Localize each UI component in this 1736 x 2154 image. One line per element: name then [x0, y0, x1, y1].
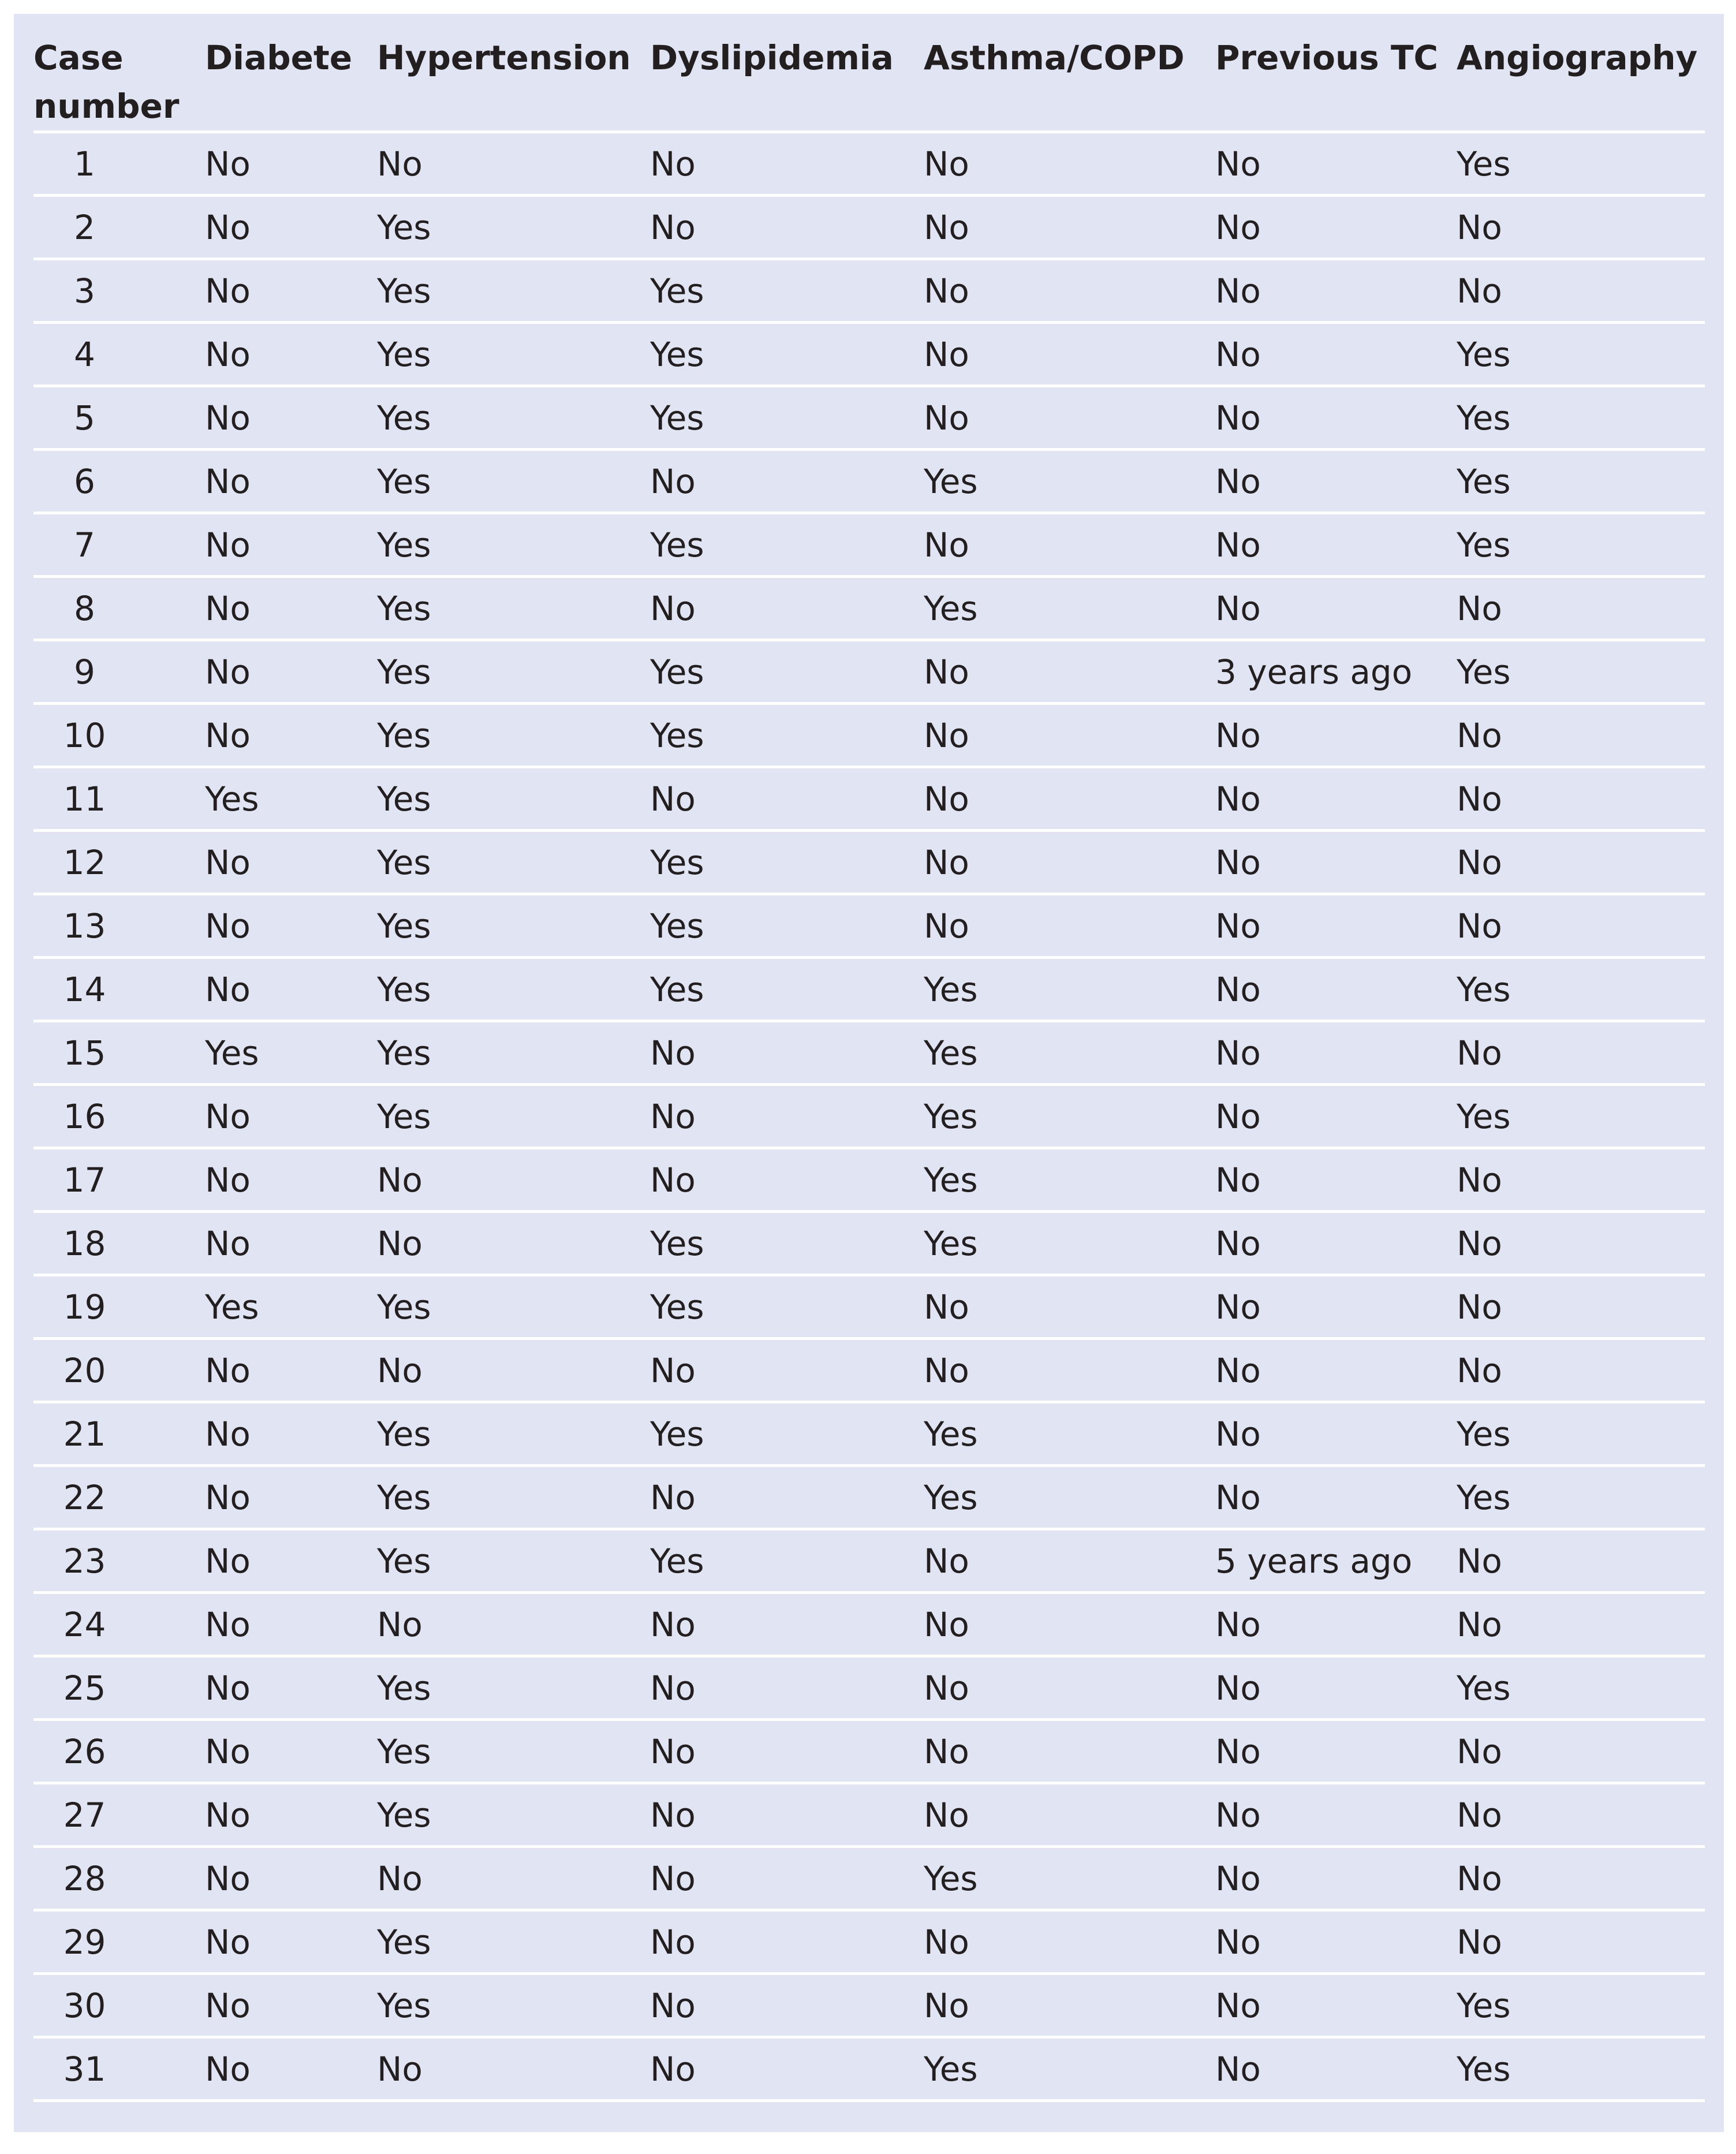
table-body: [33, 132, 1705, 2101]
previous-tc-cell: No: [1215, 1212, 1457, 1275]
table-row: [33, 958, 1705, 1021]
table-row: [33, 450, 1705, 513]
header-text: Asthma/COPD: [924, 38, 1185, 77]
dyslipidemia-cell: No: [650, 1021, 924, 1085]
diabete-cell: No: [205, 1085, 377, 1148]
case-number-cell: 4: [33, 323, 205, 386]
header-angiography: [1457, 24, 1705, 132]
asthma-copd-cell: No: [924, 640, 1215, 704]
header-text: Angiography: [1457, 38, 1698, 77]
hypertension-cell: Yes: [377, 831, 650, 894]
diabete-cell: No: [205, 513, 377, 577]
hypertension-cell: Yes: [377, 1720, 650, 1783]
case-number-cell: 13: [33, 894, 205, 958]
dyslipidemia-cell: No: [650, 1466, 924, 1529]
angiography-cell: Yes: [1457, 1402, 1705, 1466]
angiography-cell: Yes: [1457, 513, 1705, 577]
clinical-data-table: [33, 24, 1705, 2102]
asthma-copd-cell: No: [924, 831, 1215, 894]
case-number-cell: 11: [33, 767, 205, 831]
angiography-cell: Yes: [1457, 132, 1705, 196]
hypertension-cell: Yes: [377, 196, 650, 259]
case-number-cell: 23: [33, 1529, 205, 1593]
diabete-cell: No: [205, 1466, 377, 1529]
diabete-cell: No: [205, 704, 377, 767]
hypertension-cell: Yes: [377, 450, 650, 513]
dyslipidemia-cell: Yes: [650, 1212, 924, 1275]
dyslipidemia-cell: Yes: [650, 831, 924, 894]
previous-tc-cell: No: [1215, 132, 1457, 196]
asthma-copd-cell: No: [924, 1783, 1215, 1847]
diabete-cell: No: [205, 577, 377, 640]
case-number-cell: 17: [33, 1148, 205, 1212]
angiography-cell: Yes: [1457, 1466, 1705, 1529]
angiography-cell: No: [1457, 1847, 1705, 1910]
angiography-cell: Yes: [1457, 958, 1705, 1021]
asthma-copd-cell: No: [924, 894, 1215, 958]
hypertension-cell: Yes: [377, 513, 650, 577]
diabete-cell: No: [205, 259, 377, 323]
table-row: [33, 704, 1705, 767]
diabete-cell: Yes: [205, 767, 377, 831]
case-number-cell: 2: [33, 196, 205, 259]
previous-tc-cell: No: [1215, 1720, 1457, 1783]
table-row: [33, 1339, 1705, 1402]
header-diabete: [205, 24, 377, 132]
hypertension-cell: Yes: [377, 1466, 650, 1529]
table-row: [33, 1593, 1705, 1656]
dyslipidemia-cell: Yes: [650, 513, 924, 577]
previous-tc-cell: No: [1215, 1656, 1457, 1720]
dyslipidemia-cell: Yes: [650, 1402, 924, 1466]
diabete-cell: No: [205, 1910, 377, 1974]
previous-tc-cell: No: [1215, 1402, 1457, 1466]
previous-tc-cell: No: [1215, 704, 1457, 767]
previous-tc-cell: No: [1215, 1847, 1457, 1910]
table-panel: [14, 14, 1724, 2132]
header-previous-tc: [1215, 24, 1457, 132]
table-row: [33, 1529, 1705, 1593]
dyslipidemia-cell: No: [650, 132, 924, 196]
dyslipidemia-cell: Yes: [650, 323, 924, 386]
hypertension-cell: Yes: [377, 577, 650, 640]
table-row: [33, 1021, 1705, 1085]
dyslipidemia-cell: Yes: [650, 259, 924, 323]
hypertension-cell: No: [377, 1339, 650, 1402]
table-row: [33, 577, 1705, 640]
angiography-cell: No: [1457, 196, 1705, 259]
hypertension-cell: No: [377, 132, 650, 196]
asthma-copd-cell: No: [924, 1275, 1215, 1339]
asthma-copd-cell: No: [924, 1974, 1215, 2037]
previous-tc-cell: No: [1215, 577, 1457, 640]
previous-tc-cell: No: [1215, 1974, 1457, 2037]
case-number-cell: 16: [33, 1085, 205, 1148]
hypertension-cell: Yes: [377, 1783, 650, 1847]
diabete-cell: Yes: [205, 1021, 377, 1085]
dyslipidemia-cell: No: [650, 1593, 924, 1656]
angiography-cell: No: [1457, 577, 1705, 640]
asthma-copd-cell: No: [924, 1720, 1215, 1783]
previous-tc-cell: No: [1215, 1339, 1457, 1402]
table-row: [33, 1656, 1705, 1720]
hypertension-cell: Yes: [377, 894, 650, 958]
dyslipidemia-cell: No: [650, 450, 924, 513]
diabete-cell: No: [205, 1720, 377, 1783]
diabete-cell: No: [205, 1212, 377, 1275]
asthma-copd-cell: No: [924, 1910, 1215, 1974]
case-number-cell: 12: [33, 831, 205, 894]
asthma-copd-cell: Yes: [924, 1466, 1215, 1529]
table-row: [33, 1402, 1705, 1466]
case-number-cell: 5: [33, 386, 205, 450]
angiography-cell: No: [1457, 767, 1705, 831]
dyslipidemia-cell: No: [650, 1974, 924, 2037]
table-row: [33, 1974, 1705, 2037]
hypertension-cell: Yes: [377, 1529, 650, 1593]
case-number-cell: 7: [33, 513, 205, 577]
table-row: [33, 323, 1705, 386]
angiography-cell: No: [1457, 1910, 1705, 1974]
case-number-cell: 31: [33, 2037, 205, 2101]
asthma-copd-cell: No: [924, 259, 1215, 323]
table-row: [33, 767, 1705, 831]
angiography-cell: No: [1457, 831, 1705, 894]
case-number-cell: 6: [33, 450, 205, 513]
diabete-cell: No: [205, 1847, 377, 1910]
angiography-cell: No: [1457, 1720, 1705, 1783]
diabete-cell: No: [205, 640, 377, 704]
diabete-cell: No: [205, 323, 377, 386]
header-dyslipidemia: [650, 24, 924, 132]
table-row: [33, 196, 1705, 259]
angiography-cell: No: [1457, 1339, 1705, 1402]
asthma-copd-cell: No: [924, 1593, 1215, 1656]
case-number-cell: 26: [33, 1720, 205, 1783]
previous-tc-cell: No: [1215, 450, 1457, 513]
header-hypertension: [377, 24, 650, 132]
previous-tc-cell: No: [1215, 1148, 1457, 1212]
angiography-cell: Yes: [1457, 1656, 1705, 1720]
dyslipidemia-cell: Yes: [650, 386, 924, 450]
angiography-cell: Yes: [1457, 323, 1705, 386]
previous-tc-cell: No: [1215, 767, 1457, 831]
case-number-cell: 20: [33, 1339, 205, 1402]
previous-tc-cell: No: [1215, 1275, 1457, 1339]
table-row: [33, 831, 1705, 894]
diabete-cell: No: [205, 1339, 377, 1402]
angiography-cell: Yes: [1457, 1085, 1705, 1148]
hypertension-cell: Yes: [377, 1974, 650, 2037]
case-number-cell: 19: [33, 1275, 205, 1339]
asthma-copd-cell: No: [924, 1339, 1215, 1402]
angiography-cell: Yes: [1457, 640, 1705, 704]
table-row: [33, 1148, 1705, 1212]
asthma-copd-cell: No: [924, 1529, 1215, 1593]
angiography-cell: Yes: [1457, 450, 1705, 513]
diabete-cell: No: [205, 386, 377, 450]
dyslipidemia-cell: Yes: [650, 894, 924, 958]
table-row: [33, 1847, 1705, 1910]
diabete-cell: No: [205, 831, 377, 894]
angiography-cell: No: [1457, 1593, 1705, 1656]
angiography-cell: No: [1457, 1212, 1705, 1275]
header-text: Previous TC: [1215, 38, 1439, 77]
case-number-cell: 18: [33, 1212, 205, 1275]
dyslipidemia-cell: No: [650, 1148, 924, 1212]
dyslipidemia-cell: Yes: [650, 1275, 924, 1339]
dyslipidemia-cell: No: [650, 1085, 924, 1148]
angiography-cell: Yes: [1457, 2037, 1705, 2101]
hypertension-cell: Yes: [377, 1656, 650, 1720]
diabete-cell: No: [205, 1974, 377, 2037]
dyslipidemia-cell: No: [650, 577, 924, 640]
table-row: [33, 640, 1705, 704]
dyslipidemia-cell: No: [650, 1720, 924, 1783]
previous-tc-cell: No: [1215, 386, 1457, 450]
previous-tc-cell: No: [1215, 894, 1457, 958]
angiography-cell: Yes: [1457, 386, 1705, 450]
hypertension-cell: No: [377, 1847, 650, 1910]
dyslipidemia-cell: No: [650, 767, 924, 831]
asthma-copd-cell: Yes: [924, 2037, 1215, 2101]
table-row: [33, 894, 1705, 958]
angiography-cell: No: [1457, 1783, 1705, 1847]
angiography-cell: No: [1457, 259, 1705, 323]
header-row: [33, 24, 1705, 132]
hypertension-cell: Yes: [377, 767, 650, 831]
hypertension-cell: Yes: [377, 640, 650, 704]
header-text: Diabete: [205, 38, 353, 77]
asthma-copd-cell: Yes: [924, 1212, 1215, 1275]
hypertension-cell: Yes: [377, 704, 650, 767]
dyslipidemia-cell: Yes: [650, 958, 924, 1021]
diabete-cell: No: [205, 132, 377, 196]
header-text: Dyslipidemia: [650, 38, 894, 77]
asthma-copd-cell: No: [924, 513, 1215, 577]
header-asthma-copd: [924, 24, 1215, 132]
case-number-cell: 9: [33, 640, 205, 704]
table-row: [33, 2037, 1705, 2101]
dyslipidemia-cell: No: [650, 1847, 924, 1910]
angiography-cell: Yes: [1457, 1974, 1705, 2037]
header-case-number: [33, 24, 205, 132]
asthma-copd-cell: Yes: [924, 1402, 1215, 1466]
asthma-copd-cell: No: [924, 767, 1215, 831]
angiography-cell: No: [1457, 1275, 1705, 1339]
asthma-copd-cell: Yes: [924, 1021, 1215, 1085]
case-number-cell: 15: [33, 1021, 205, 1085]
angiography-cell: No: [1457, 1148, 1705, 1212]
previous-tc-cell: No: [1215, 958, 1457, 1021]
diabete-cell: Yes: [205, 1275, 377, 1339]
previous-tc-cell: No: [1215, 1783, 1457, 1847]
hypertension-cell: No: [377, 1212, 650, 1275]
table-row: [33, 132, 1705, 196]
hypertension-cell: No: [377, 1148, 650, 1212]
hypertension-cell: Yes: [377, 1085, 650, 1148]
previous-tc-cell: No: [1215, 323, 1457, 386]
hypertension-cell: Yes: [377, 1275, 650, 1339]
previous-tc-cell: No: [1215, 196, 1457, 259]
case-number-cell: 22: [33, 1466, 205, 1529]
case-number-cell: 24: [33, 1593, 205, 1656]
dyslipidemia-cell: No: [650, 1910, 924, 1974]
asthma-copd-cell: No: [924, 1656, 1215, 1720]
hypertension-cell: Yes: [377, 1402, 650, 1466]
diabete-cell: No: [205, 450, 377, 513]
asthma-copd-cell: No: [924, 704, 1215, 767]
case-number-cell: 27: [33, 1783, 205, 1847]
hypertension-cell: Yes: [377, 259, 650, 323]
header-text: Case: [33, 38, 124, 77]
dyslipidemia-cell: No: [650, 1783, 924, 1847]
hypertension-cell: Yes: [377, 958, 650, 1021]
asthma-copd-cell: No: [924, 196, 1215, 259]
asthma-copd-cell: Yes: [924, 958, 1215, 1021]
header-text: Hypertension: [377, 38, 631, 77]
angiography-cell: No: [1457, 1021, 1705, 1085]
table-header: [33, 24, 1705, 132]
table-row: [33, 1910, 1705, 1974]
asthma-copd-cell: Yes: [924, 577, 1215, 640]
case-number-cell: 30: [33, 1974, 205, 2037]
table-row: [33, 386, 1705, 450]
table-row: [33, 1275, 1705, 1339]
table-row: [33, 1085, 1705, 1148]
previous-tc-cell: No: [1215, 1466, 1457, 1529]
asthma-copd-cell: Yes: [924, 1847, 1215, 1910]
header-text: number: [33, 87, 180, 126]
previous-tc-cell: No: [1215, 2037, 1457, 2101]
hypertension-cell: Yes: [377, 386, 650, 450]
previous-tc-cell: No: [1215, 1593, 1457, 1656]
case-number-cell: 3: [33, 259, 205, 323]
table-row: [33, 1783, 1705, 1847]
case-number-cell: 21: [33, 1402, 205, 1466]
hypertension-cell: Yes: [377, 1910, 650, 1974]
table-row: [33, 259, 1705, 323]
previous-tc-cell: No: [1215, 1085, 1457, 1148]
diabete-cell: No: [205, 1148, 377, 1212]
asthma-copd-cell: Yes: [924, 450, 1215, 513]
asthma-copd-cell: No: [924, 132, 1215, 196]
diabete-cell: No: [205, 958, 377, 1021]
diabete-cell: No: [205, 1656, 377, 1720]
table-row: [33, 1212, 1705, 1275]
previous-tc-cell: 5 years ago: [1215, 1529, 1457, 1593]
angiography-cell: No: [1457, 1529, 1705, 1593]
case-number-cell: 10: [33, 704, 205, 767]
case-number-cell: 29: [33, 1910, 205, 1974]
table-row: [33, 1720, 1705, 1783]
hypertension-cell: No: [377, 2037, 650, 2101]
dyslipidemia-cell: No: [650, 196, 924, 259]
diabete-cell: No: [205, 1529, 377, 1593]
table-row: [33, 513, 1705, 577]
case-number-cell: 8: [33, 577, 205, 640]
case-number-cell: 1: [33, 132, 205, 196]
diabete-cell: No: [205, 1402, 377, 1466]
table-row: [33, 1466, 1705, 1529]
hypertension-cell: Yes: [377, 1021, 650, 1085]
previous-tc-cell: No: [1215, 1021, 1457, 1085]
asthma-copd-cell: Yes: [924, 1085, 1215, 1148]
asthma-copd-cell: Yes: [924, 1148, 1215, 1212]
previous-tc-cell: No: [1215, 831, 1457, 894]
dyslipidemia-cell: No: [650, 1656, 924, 1720]
diabete-cell: No: [205, 894, 377, 958]
asthma-copd-cell: No: [924, 386, 1215, 450]
case-number-cell: 28: [33, 1847, 205, 1910]
dyslipidemia-cell: No: [650, 2037, 924, 2101]
case-number-cell: 14: [33, 958, 205, 1021]
diabete-cell: No: [205, 1783, 377, 1847]
dyslipidemia-cell: Yes: [650, 704, 924, 767]
previous-tc-cell: No: [1215, 1910, 1457, 1974]
diabete-cell: No: [205, 196, 377, 259]
dyslipidemia-cell: Yes: [650, 640, 924, 704]
hypertension-cell: No: [377, 1593, 650, 1656]
previous-tc-cell: No: [1215, 259, 1457, 323]
hypertension-cell: Yes: [377, 323, 650, 386]
diabete-cell: No: [205, 2037, 377, 2101]
diabete-cell: No: [205, 1593, 377, 1656]
angiography-cell: No: [1457, 704, 1705, 767]
previous-tc-cell: 3 years ago: [1215, 640, 1457, 704]
previous-tc-cell: No: [1215, 513, 1457, 577]
dyslipidemia-cell: Yes: [650, 1529, 924, 1593]
angiography-cell: No: [1457, 894, 1705, 958]
case-number-cell: 25: [33, 1656, 205, 1720]
dyslipidemia-cell: No: [650, 1339, 924, 1402]
asthma-copd-cell: No: [924, 323, 1215, 386]
